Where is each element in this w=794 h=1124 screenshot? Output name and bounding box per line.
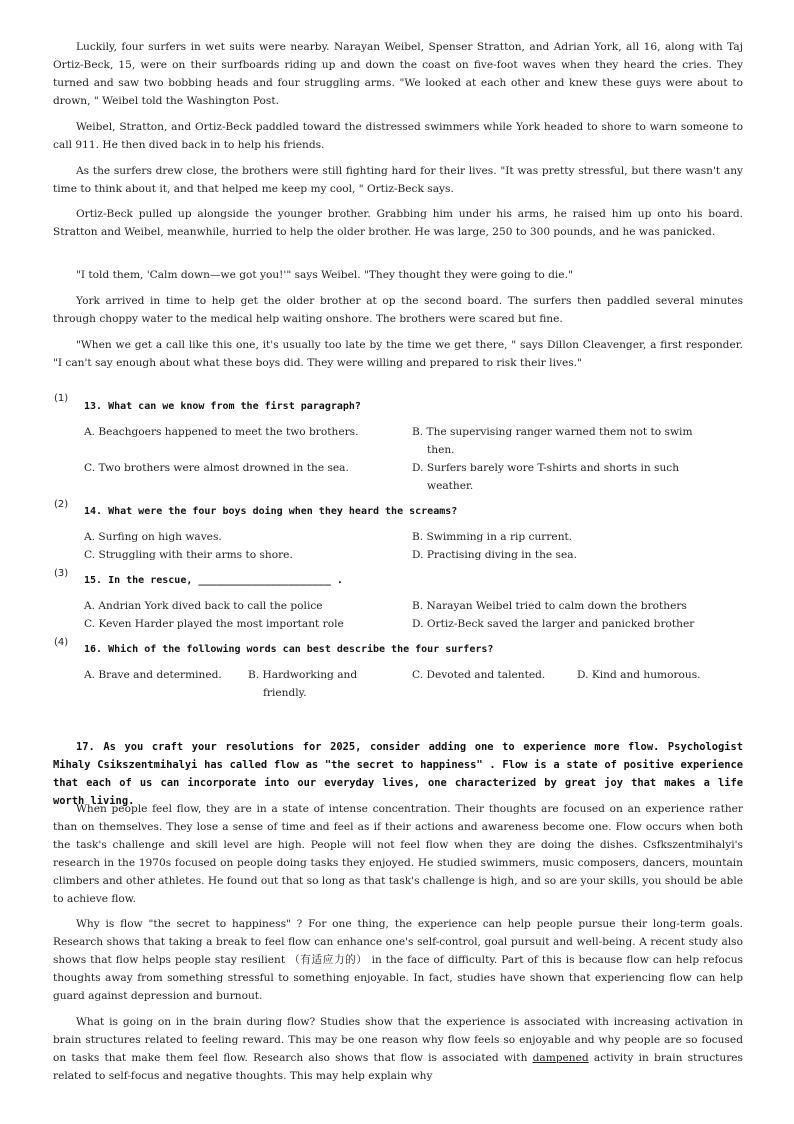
option-d[interactable] [412, 615, 712, 633]
option-label-continued: then. [427, 444, 455, 456]
option-a[interactable] [84, 597, 384, 615]
option-label-continued: friendly. [263, 687, 307, 699]
option-b[interactable] [412, 528, 712, 546]
option-b[interactable] [248, 666, 408, 702]
option-label: C. Keven Harder played the most important role [84, 618, 344, 630]
option-d[interactable] [577, 666, 743, 684]
question-number: (4) [54, 637, 69, 648]
option-label: A. Surfing on high waves. [84, 531, 222, 543]
passage-paragraph-6: York arrived in time to help get the older brother at op the second board. The surfers then paddled several minutes through choppy water to the medical help waiting onshore. The brothers were scared but fine. [53, 295, 743, 325]
option-b[interactable] [412, 423, 712, 459]
option-label: B. The supervising ranger warned them not to swim [412, 426, 693, 438]
option-label-continued: weather. [427, 480, 474, 492]
question-text: 14. What were the four boys doing when they heard the screams? [84, 506, 458, 517]
option-label: B. Swimming in a rip current. [412, 531, 573, 543]
option-label: B. Narayan Weibel tried to calm down the brothers [412, 600, 687, 612]
option-label: A. Andrian York dived back to call the police [84, 600, 323, 612]
passage2-paragraph-1: When people feel flow, they are in a state of intense concentration. Their thoughts are focused on an experience rather than on themselves. They lose a sense of time and feel as if their actions and awareness become one. Flow occurs when both the task's challenge and skill level are high. People will not feel flow when they are doing the dishes. Csfkszentmihalyi's research in the 1970s focused on people doing tasks they enjoyed. He studied swimmers, music composers, dancers, mountain climbers and other athletes. He found out that so long as that task's challenge is high, and so are your skills, you should be able to achieve flow. [53, 803, 744, 905]
option-label: C. Two brothers were almost drowned in the sea. [84, 462, 349, 474]
option-c[interactable] [84, 615, 384, 633]
question-text: 15. In the rescue, ______________________ . [84, 575, 343, 586]
passage-paragraph-4: Ortiz-Beck pulled up alongside the younger brother. Grabbing him under his arms, he raised him up onto his board. Stratton and Weibel, meanwhile, hurried to help the older brother. He was large, 250 to 300 pounds, and he was panicked. [53, 208, 743, 238]
question-number: (1) [54, 393, 69, 404]
option-label: A. Brave and determined. [84, 669, 222, 681]
paragraph-text: activity in brain structures related to self-focus and negative thoughts. This may help explain why [53, 1052, 743, 1082]
passage-paragraph-2: Weibel, Stratton, and Ortiz-Beck paddled toward the distressed swimmers while York headed to shore to warn someone to call 911. He then dived back in to help his friends. [53, 121, 743, 151]
passage2-paragraph-2: Why is flow "the secret to happiness" ? For one thing, the experience can help people pursue their long-term goals. Research shows that taking a break to feel flow can enhance one's self-control, goal pursuit and well-being. A recent study also shows that flow helps people stay resilient （有适应力的） in the face of difficulty. Part of this is because flow can help refocus thoughts away from something stressful to something enjoyable. In fact, studies have shown that experiencing flow can help guard against depression and burnout. [53, 918, 743, 1002]
paragraph-text: What is going on in the brain during flow? Studies show that the experience is associated with increasing activation in brain structures related to feeling reward. This may be one reason why flow feels so enjoyable and why people are so focused on tasks that make them feel flow. Research also shows that flow is associated with [53, 1016, 743, 1064]
question-number: (3) [54, 568, 69, 579]
option-label: B. Hardworking and [248, 669, 358, 681]
option-b[interactable] [412, 597, 712, 615]
option-label: D. Surfers barely wore T-shirts and shorts in such [412, 462, 680, 474]
option-a[interactable] [84, 528, 384, 546]
option-c[interactable] [84, 546, 384, 564]
passage-paragraph-3: As the surfers drew close, the brothers were still fighting hard for their lives. "It was pretty stressful, but there wasn't any time to think about it, and that helped me keep my cool, " Ortiz-Beck says. [53, 165, 743, 195]
option-label: A. Beachgoers happened to meet the two brothers. [84, 426, 359, 438]
passage-paragraph-7: "When we get a call like this one, it's usually too late by the time we get there, " says Dillon Cleavenger, a first responder. "I can't say enough about what these boys did. They were willing and prepared to risk their lives." [53, 339, 743, 369]
option-label: D. Kind and humorous. [577, 669, 701, 681]
passage2-paragraph-3 [53, 1013, 743, 1085]
passage-paragraph-1: Luckily, four surfers in wet suits were nearby. Narayan Weibel, Spenser Stratton, and Adrian York, all 16, along with Taj Ortiz-Beck, 15, were on their surfboards riding up and down the coast on five-foot waves when they heard the cries. They turned and saw two bobbing heads and four struggling arms. "We looked at each other and knew these guys were about to drown, " Weibel told the Washington Post. [53, 41, 743, 107]
underlined-word: dampened [532, 1052, 589, 1064]
option-label: D. Practising diving in the sea. [412, 549, 577, 561]
question-text: 16. Which of the following words can best describe the four surfers? [84, 644, 494, 655]
passage-paragraph-5: "I told them, 'Calm down—we got you!'" says Weibel. "They thought they were going to die." [76, 269, 573, 281]
question-number: (2) [54, 499, 69, 510]
option-label: D. Ortiz-Beck saved the larger and panicked brother [412, 618, 695, 630]
option-label: C. Struggling with their arms to shore. [84, 549, 293, 561]
option-c[interactable] [84, 459, 384, 477]
question-text: 13. What can we know from the first paragraph? [84, 401, 361, 412]
option-c[interactable] [412, 666, 572, 684]
option-label: C. Devoted and talented. [412, 669, 546, 681]
passage2-intro: 17. As you craft your resolutions for 2025, consider adding one to experience more flow. Psychologist Mihaly Csikszentmihalyi has called flow as "the secret to happiness" . Flow is a state of positive experience that each of us can incorporate into our everyday lives, one characterized by great joy that makes a life worth living. [53, 741, 743, 807]
option-d[interactable] [412, 459, 712, 495]
option-a[interactable] [84, 666, 244, 684]
option-a[interactable] [84, 423, 384, 441]
option-d[interactable] [412, 546, 712, 564]
